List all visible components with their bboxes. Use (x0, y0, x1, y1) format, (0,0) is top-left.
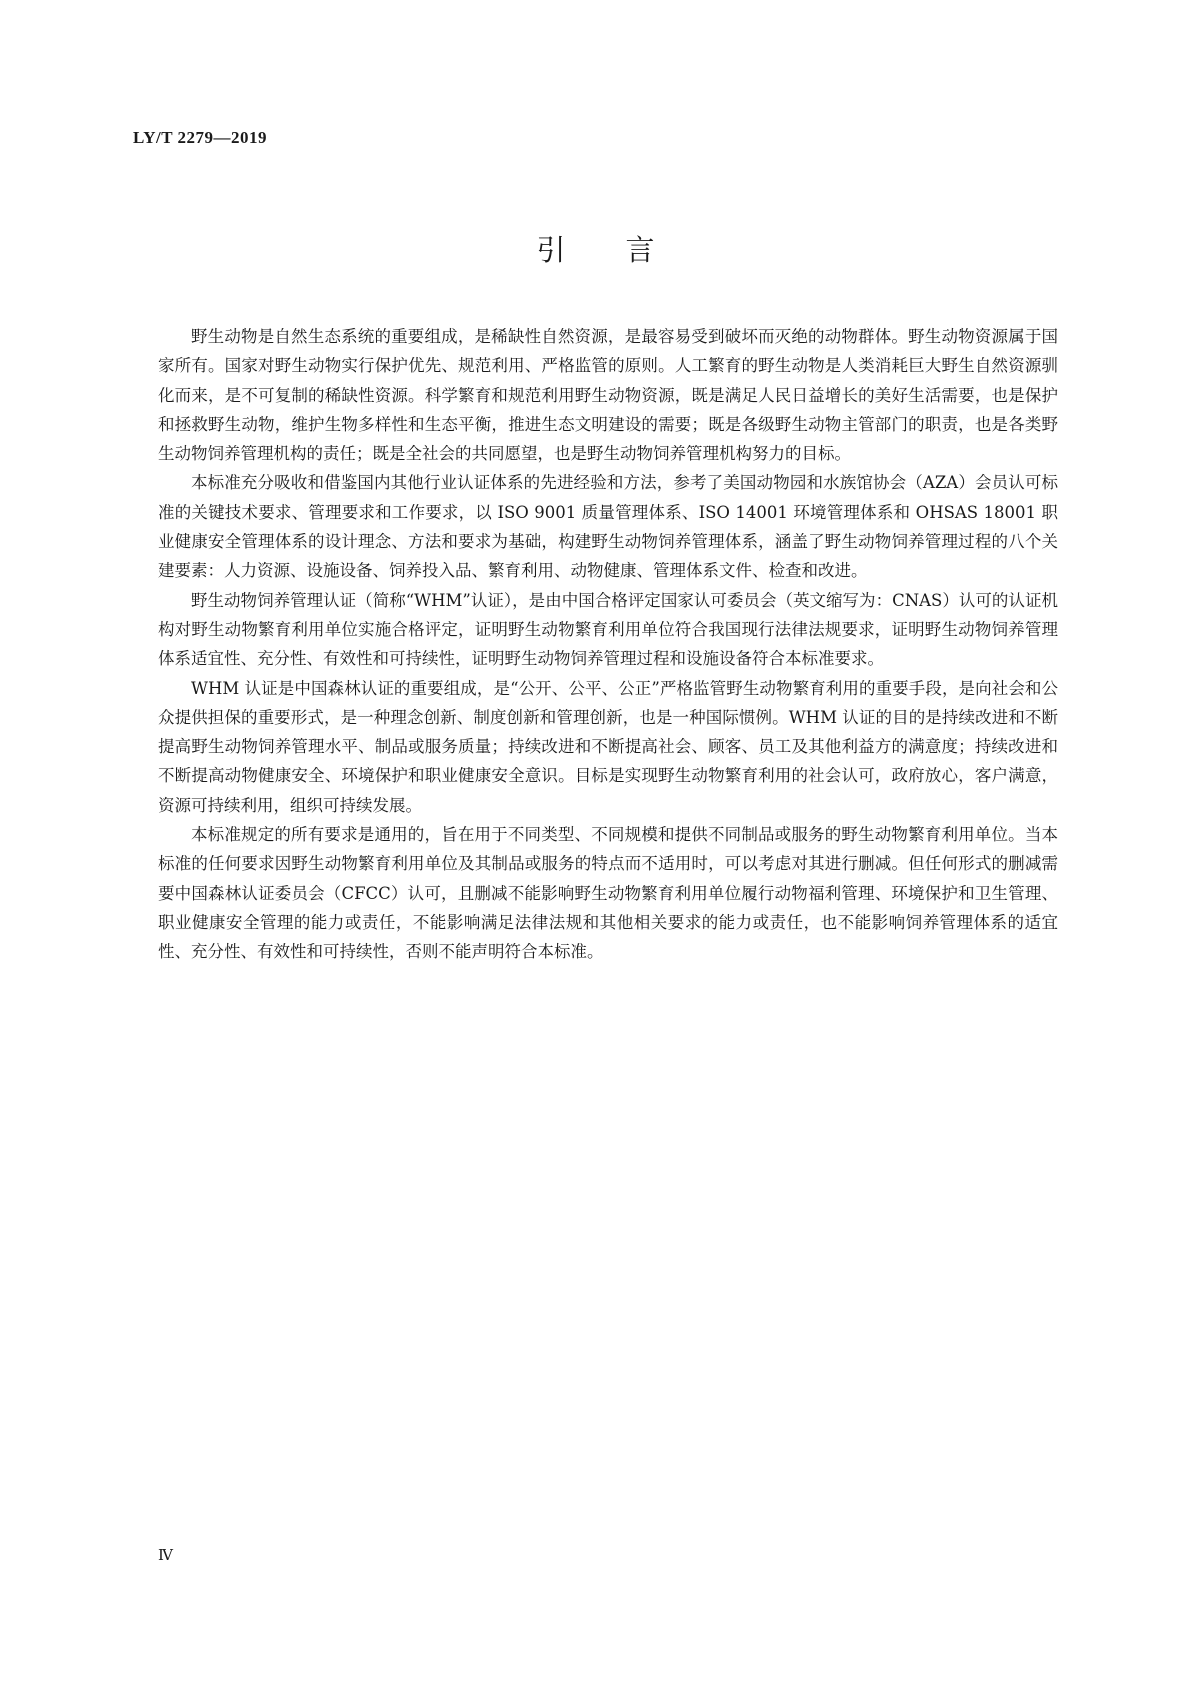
paragraph: WHM 认证是中国森林认证的重要组成，是“公开、公平、公正”严格监管野生动物繁育利用的重要手段，是向社会和公众提供担保的重要形式，是一种理念创新、制度创新和管理创新，也是一种国际惯例。WHM 认证的目的是持续改进和不断提高野生动物饲养管理水平、制品或服务质量；持续改进和不断提高社会、顾客、员工及其他利益方的满意度；持续改进和不断提高动物健康安全、环境保护和职业健康安全意识。目标是实现野生动物繁育利用的社会认可，政府放心，客户满意，资源可持续利用，组织可持续发展。 (158, 678, 1058, 815)
paragraph: 野生动物饲养管理认证（简称“WHM”认证），是由中国合格评定国家认可委员会（英文缩写为：CNAS）认可的认证机构对野生动物繁育利用单位实施合格评定，证明野生动物繁育利用单位符合我国现行法律法规要求，证明野生动物饲养管理体系适宜性、充分性、有效性和可持续性，证明野生动物饲养管理过程和设施设备符合本标准要求。 (158, 590, 1058, 669)
paragraph: 本标准充分吸收和借鉴国内其他行业认证体系的先进经验和方法，参考了美国动物园和水族馆协会（AZA）会员认可标准的关键技术要求、管理要求和工作要求，以 ISO 9001 质量管理体系、ISO 14001 环境管理体系和 OHSAS 18001 职业健康安全管理体系的设计理念、方法和要求为基础，构建野生动物饲养管理体系，涵盖了野生动物饲养管理过程的八个关建要素：人力资源、设施设备、饲养投入品、繁育利用、动物健康、管理体系文件、检查和改进。 (158, 473, 1058, 581)
page-title: 引言 (536, 233, 715, 267)
standard-code: LY/T 2279—2019 (133, 128, 268, 147)
paragraph: 本标准规定的所有要求是通用的，旨在用于不同类型、不同规模和提供不同制品或服务的野生动物繁育利用单位。当本标准的任何要求因野生动物繁育利用单位及其制品或服务的特点而不适用时，可以考虑对其进行删减。但任何形式的删减需要中国森林认证委员会（CFCC）认可，且删减不能影响野生动物繁育利用单位履行动物福利管理、环境保护和卫生管理、职业健康安全管理的能力或责任，不能影响满足法律法规和其他相关要求的能力或责任，也不能影响饲养管理体系的适宜性、充分性、有效性和可持续性，否则不能声明符合本标准。 (158, 825, 1058, 962)
introduction-body (158, 322, 1058, 967)
page-number: Ⅳ (158, 1548, 173, 1564)
paragraph: 野生动物是自然生态系统的重要组成，是稀缺性自然资源，是最容易受到破坏而灭绝的动物群体。野生动物资源属于国家所有。国家对野生动物实行保护优先、规范利用、严格监管的原则。人工繁育的野生动物是人类消耗巨大野生自然资源驯化而来，是不可复制的稀缺性资源。科学繁育和规范利用野生动物资源，既是满足人民日益增长的美好生活需要，也是保护和拯救野生动物，维护生物多样性和生态平衡，推进生态文明建设的需要；既是各级野生动物主管部门的职责，也是各类野生动物饲养管理机构的责任；既是全社会的共同愿望，也是野生动物饲养管理机构努力的目标。 (158, 327, 1058, 464)
